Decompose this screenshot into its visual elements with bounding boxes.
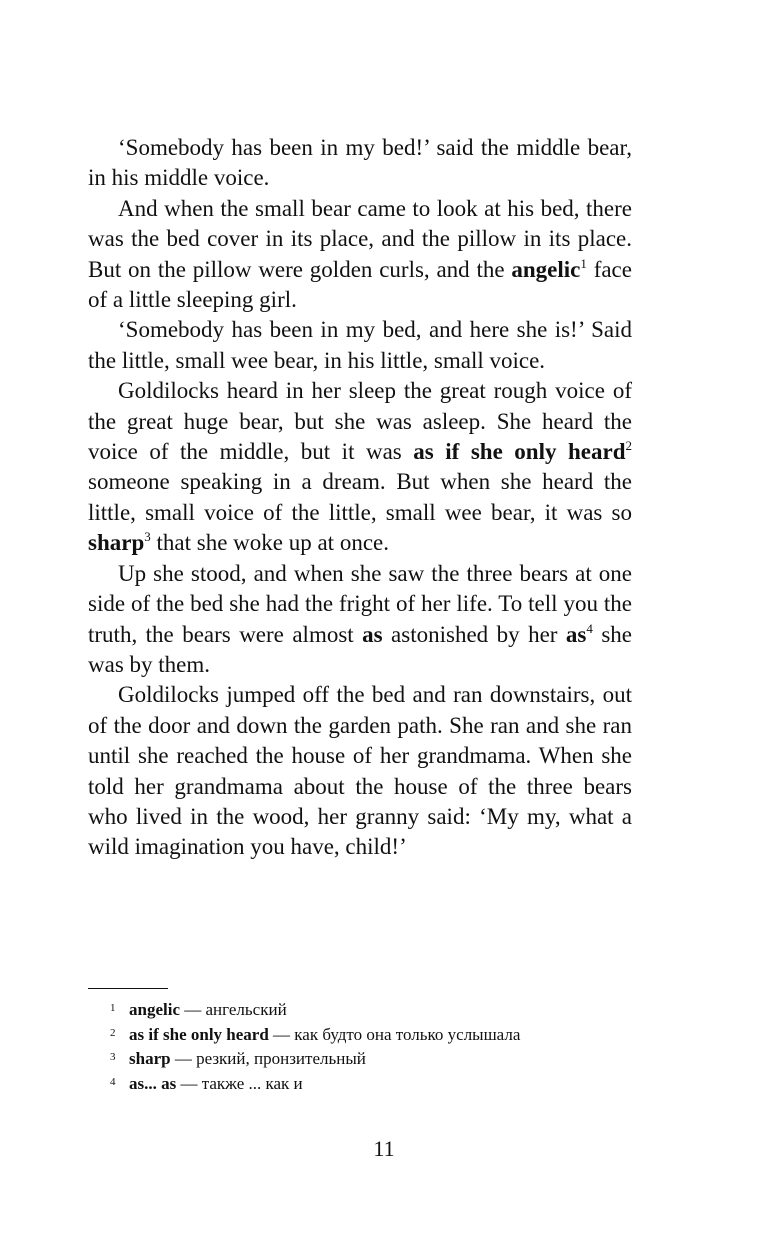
footnote (88, 998, 648, 1023)
footnote-definition: — как будто она только услышала (268, 1024, 521, 1044)
footnote-definition: — ангельский (180, 1000, 287, 1019)
footnote-definition: — также ... как и (176, 1073, 303, 1093)
text-run: she was by them. (88, 621, 632, 677)
paragraph (88, 133, 632, 194)
paragraph (88, 376, 632, 558)
page-number: 11 (373, 1136, 395, 1161)
footnote (88, 1047, 648, 1072)
footnote-term: sharp (129, 1049, 171, 1068)
glossed-term: angelic (511, 256, 581, 282)
text-run: that she woke up at once. (150, 530, 389, 556)
text-run: face of a little sleeping girl. (88, 256, 632, 313)
glossed-term: sharp (88, 530, 145, 556)
glossed-term: as if she only heard (413, 439, 626, 465)
text-run: And when the small bear came to look at his bed, there was the bed cover in its place, and the pillow in its place. But on the pillow were golden curls, and the (88, 195, 632, 282)
story-text (88, 133, 632, 863)
footnote-number: 4 (110, 1075, 116, 1088)
footnote-term: as... as (129, 1073, 177, 1093)
footnote-term: angelic (129, 1000, 180, 1019)
paragraph (88, 315, 632, 376)
footnote-number: 2 (110, 1026, 116, 1039)
text-run: someone speaking in a dream. But when she heard the little, small voice of the little, small wee bear, it was so (88, 469, 632, 525)
footnote-ref: 1 (580, 255, 587, 271)
paragraph (88, 559, 632, 681)
text-run: ‘Somebody has been in my bed, and here she is!’ Said the little, small wee bear, in his little, small voice. (88, 317, 632, 373)
footnote (88, 1023, 648, 1048)
footnote-ref: 3 (144, 529, 151, 545)
footnote-definition: — резкий, пронзительный (170, 1049, 366, 1068)
text-run: astonished by her (382, 621, 566, 647)
glossed-term: as (362, 621, 383, 647)
footnote-ref: 2 (625, 438, 632, 454)
text-run: Up she stood, and when she saw the three bears at one side of the bed she had the fright of her life. To tell you the truth, the bears were almost (88, 560, 632, 647)
text-run: Goldilocks jumped off the bed and ran downstairs, out of the door and down the garden path. She ran and she ran until she reached the house of her grandmama. When she told her grandmama about the house of the three bears who lived in the wood, her granny said: ‘My my, what a wild imagination you have, child!’ (88, 682, 632, 860)
footnote-number: 3 (110, 1051, 116, 1063)
footnote-list (88, 998, 648, 1096)
paragraph (88, 680, 632, 862)
footnote-term: as if she only heard (129, 1024, 269, 1044)
glossed-term: as (565, 621, 587, 647)
footnote-divider (88, 988, 168, 989)
footnote (88, 1072, 648, 1097)
text-run: ‘Somebody has been in my bed!’ said the middle bear, in his middle voice. (88, 135, 632, 191)
text-run: Goldilocks heard in her sleep the great rough voice of the great huge bear, but she was asleep. She heard the voice of the middle, but it was (88, 378, 632, 465)
footnote-number: 1 (110, 1002, 116, 1014)
paragraph (88, 194, 632, 316)
footnote-ref: 4 (586, 620, 593, 636)
